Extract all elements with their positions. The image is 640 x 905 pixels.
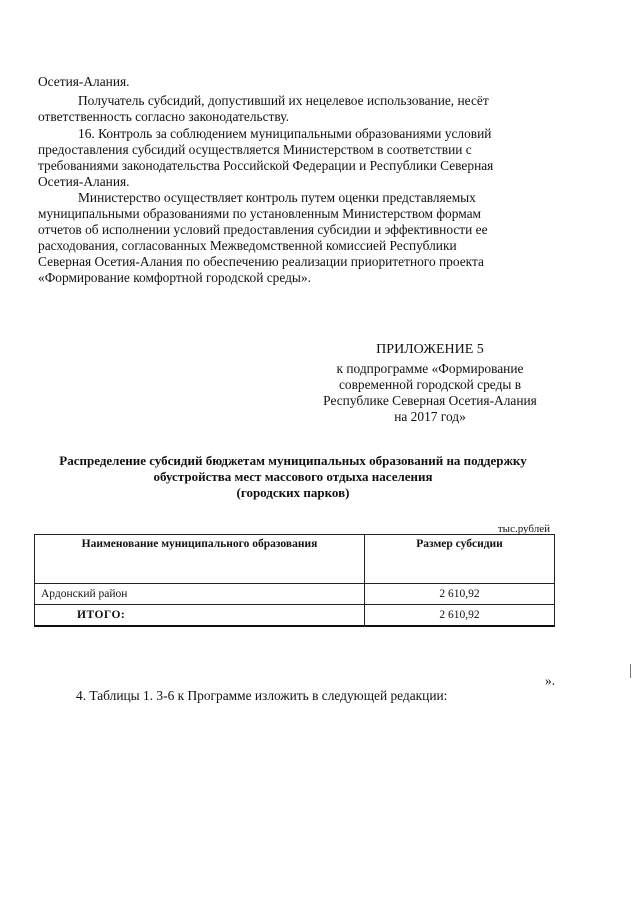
scan-edge-mark <box>630 664 631 678</box>
column-header-amount: Размер субсидии <box>365 535 555 584</box>
table-title <box>28 453 558 501</box>
paragraph-continuation <box>38 74 553 90</box>
text-line: Осетия-Алания. <box>38 174 130 189</box>
text-line: Получатель субсидий, допустивший их нецелевое использование, несёт <box>78 93 489 108</box>
title-line: (городских парков) <box>236 485 350 500</box>
table-row <box>35 584 555 605</box>
appendix-line: Республике Северная Осетия-Алания <box>323 393 537 408</box>
text-line: требованиями законодательства Российской Федерации и Республики Северная <box>38 158 494 173</box>
paragraph-misuse-liability <box>38 93 553 125</box>
cell-municipality: Ардонский район <box>35 584 365 605</box>
appendix-line: на 2017 год» <box>394 409 466 424</box>
text-line: 16. Контроль за соблюдением муниципальными образованиями условий <box>78 126 492 141</box>
text-line: ответственность согласно законодательству. <box>38 109 289 124</box>
table-total-row <box>35 605 555 626</box>
text-line: Осетия-Алания. <box>38 74 130 89</box>
paragraph-16-control <box>38 126 553 190</box>
appendix-line: современной городской среды в <box>338 377 522 392</box>
cell-amount: 2 610,92 <box>365 584 555 605</box>
item-4-text: 4. Таблицы 1. 3-6 к Программе изложить в следующей редакции: <box>76 688 448 703</box>
total-label: ИТОГО: <box>35 605 365 626</box>
text-line: Министерство осуществляет контроль путем оценки представляемых <box>78 190 476 205</box>
text-line: предоставления субсидий осуществляется Министерством в соответствии с <box>38 142 472 157</box>
units-label: тыс.рублей <box>497 523 550 535</box>
subsidy-table <box>34 534 555 627</box>
text-line: расходования, согласованных Межведомственной комиссией Республики <box>38 238 457 253</box>
column-header-municipality: Наименование муниципального образования <box>35 535 365 584</box>
paragraph-ministry-control <box>38 190 553 286</box>
table-header-row <box>35 535 555 584</box>
text-line: «Формирование комфортной городской среды». <box>38 270 311 285</box>
appendix-line: к подпрограмме «Формирование <box>336 361 524 376</box>
total-amount: 2 610,92 <box>365 605 555 626</box>
closing-quote: ». <box>545 673 556 688</box>
appendix-heading: ПРИЛОЖЕНИЕ 5 <box>376 342 484 357</box>
title-line: обустройства мест массового отдыха населения <box>153 469 433 484</box>
title-line: Распределение субсидий бюджетам муниципальных образований на поддержку <box>59 453 527 468</box>
text-line: отчетов об исполнении условий предоставления субсидии и эффективности ее <box>38 222 488 237</box>
appendix-header <box>300 342 560 425</box>
text-line: муниципальными образованиями по установленным Министерством формам <box>38 206 482 221</box>
text-line: Северная Осетия-Алания по обеспечению реализации приоритетного проекта <box>38 254 484 269</box>
